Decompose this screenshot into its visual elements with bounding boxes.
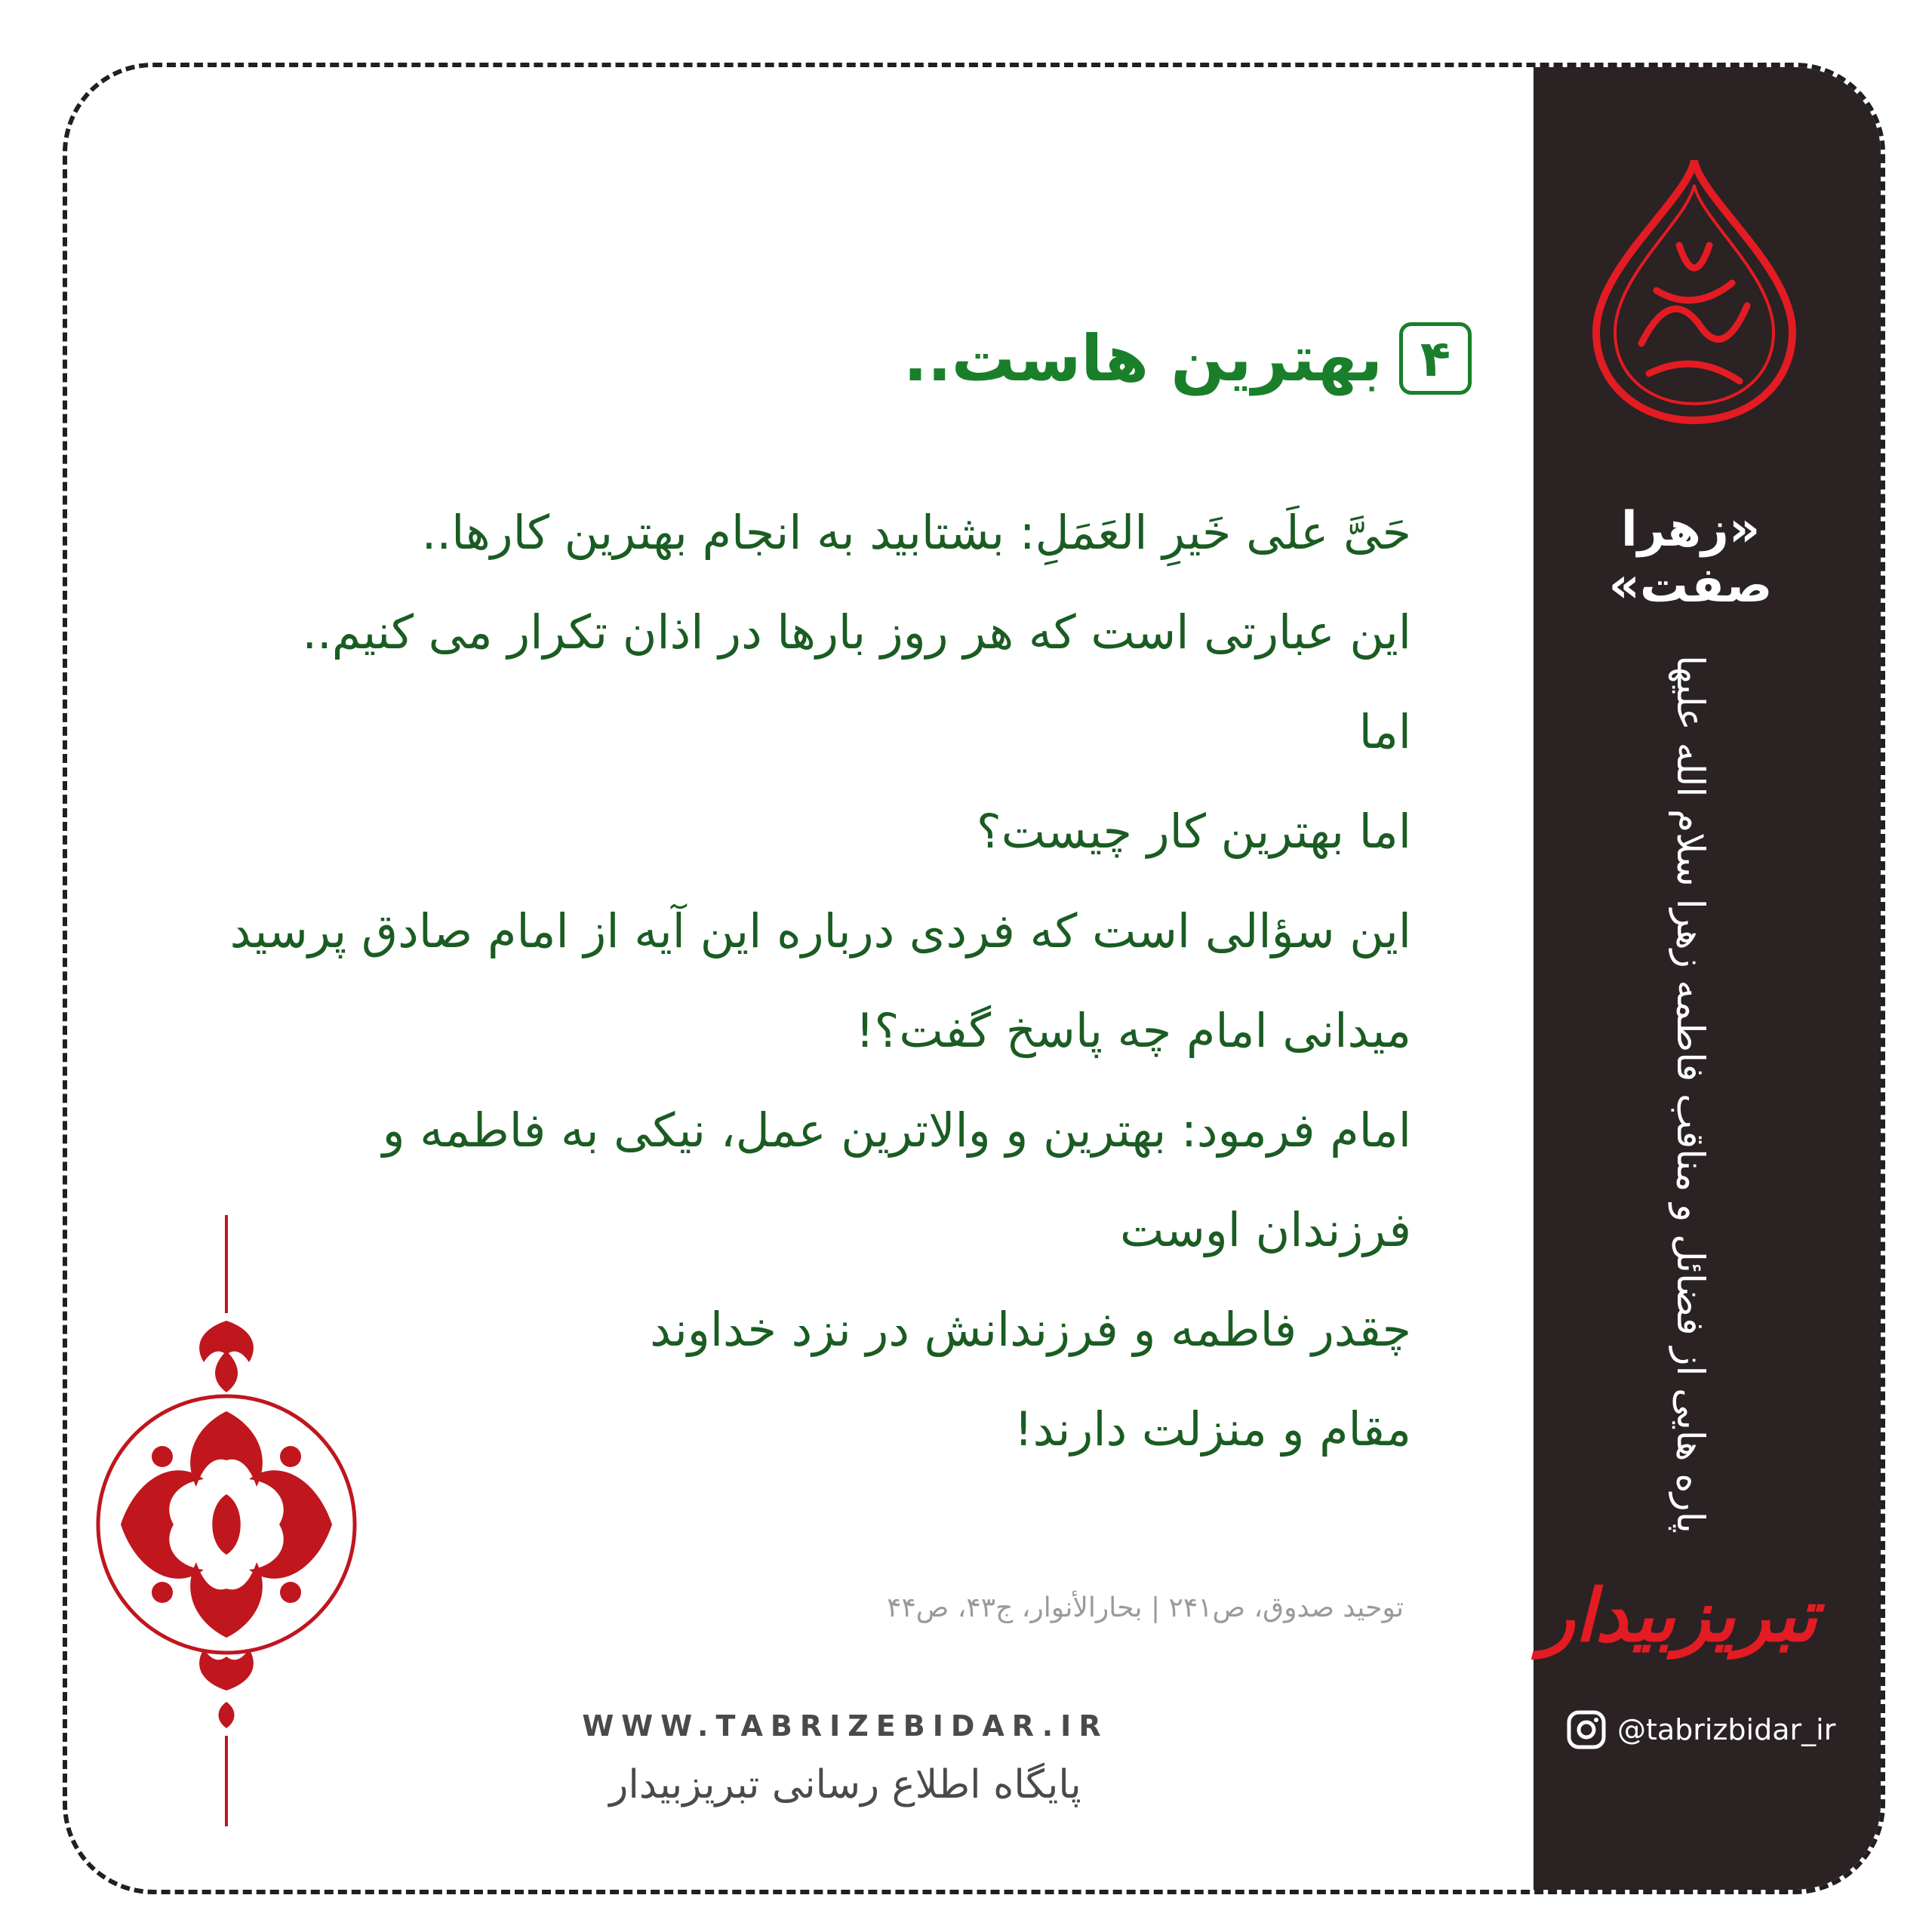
subtitle-container <box>1645 657 1736 1532</box>
source-reference: توحید صدوق، ص۲۴۱ | بحارالأنوار، ج۴۳، ص۴۴ <box>887 1592 1404 1623</box>
heading-number: ۴ <box>1420 329 1451 388</box>
body-line: چقدر فاطمه و فرزندانش در نزد خداوند <box>650 1302 1411 1357</box>
body-line: مقام و منزلت دارند! <box>1014 1401 1411 1457</box>
website-name: پایگاه اطلاع رسانی تبریزبیدار <box>609 1762 1081 1807</box>
website-url[interactable]: WWW.TABRIZEBIDAR.IR <box>582 1709 1109 1743</box>
instagram-handle: @tabrizbidar_ir <box>1617 1713 1836 1746</box>
brand-logo: تبریزبیدار <box>1540 1574 1817 1658</box>
body-line: فرزندان اوست <box>1119 1202 1411 1257</box>
body-line: اما بهترین کار چیست؟ <box>976 804 1411 859</box>
teardrop-calligraphy-emblem-icon <box>1589 155 1800 426</box>
body-line: حَیَّ علَی خَیرِ العَمَلِ: بشتابید به انجام بهترین کارها.. <box>421 505 1411 560</box>
body-line: این عبارتی است که هر روز بارها در اذان تکرار می کنیم.. <box>302 605 1411 660</box>
brand-title: «زهرا صفت» <box>1608 502 1773 614</box>
body-line: این سؤالی است که فردی درباره این آیه از امام صادق پرسید <box>229 903 1411 958</box>
heading-title: بهترین هاست.. <box>903 321 1383 395</box>
body-line: میدانی امام چه پاسخ گفت؟! <box>855 1003 1411 1058</box>
arabesque-ornament-icon <box>91 1208 362 1834</box>
instagram-icon <box>1566 1709 1607 1750</box>
body-line: امام فرمود: بهترین و والاترین عمل، نیکی به فاطمه و <box>382 1103 1411 1158</box>
body-line: اما <box>1358 704 1411 759</box>
series-subtitle: پاره هایی از فضائل و مناقب فاطمه زهرا سلام الله علیها <box>1669 655 1712 1534</box>
heading-number-badge <box>1399 322 1472 395</box>
instagram-link[interactable] <box>1566 1707 1868 1752</box>
post-heading <box>792 309 1472 408</box>
